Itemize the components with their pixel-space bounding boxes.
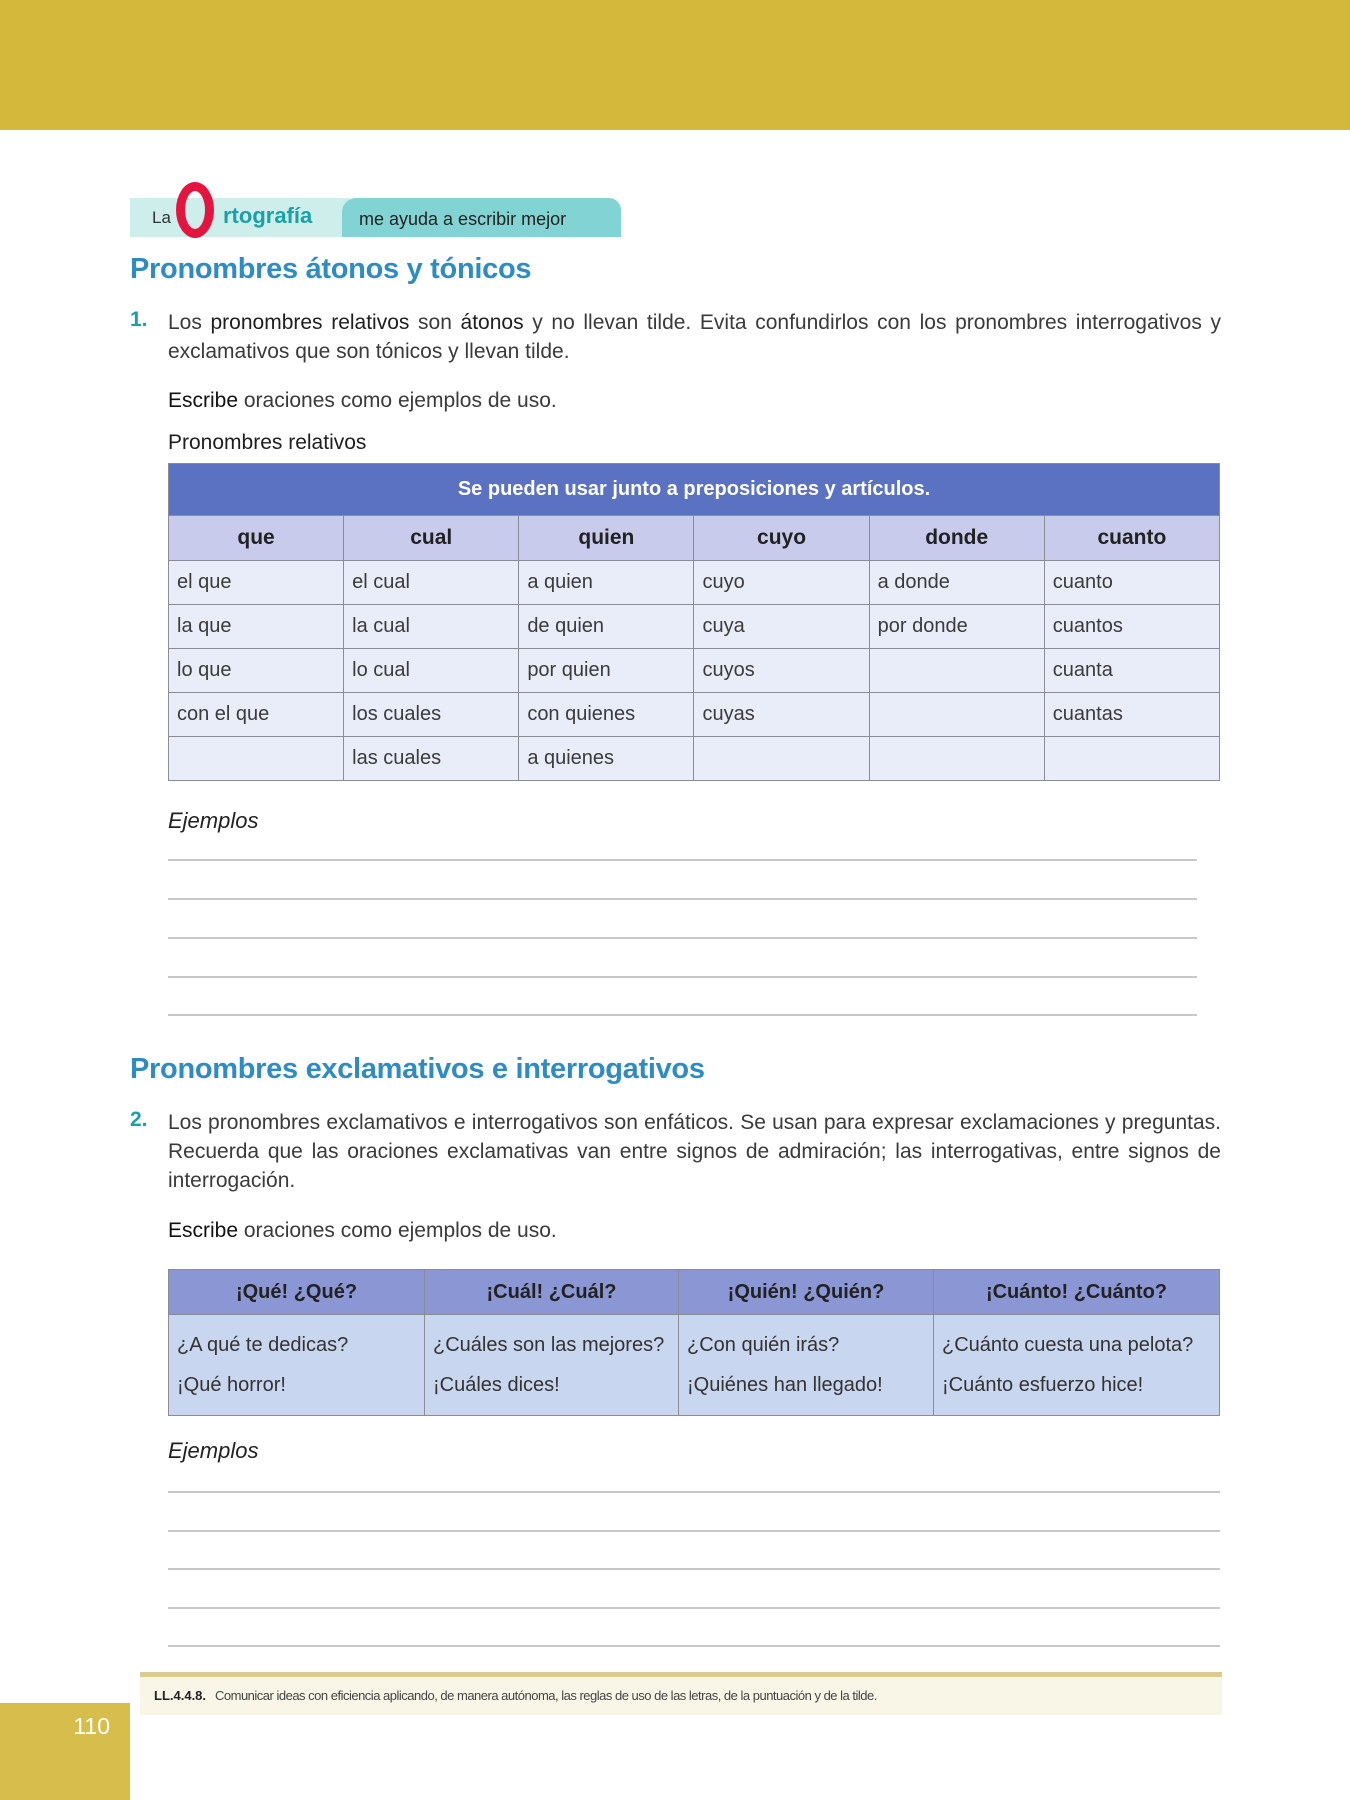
question-example: ¿Cuáles son las mejores? [433, 1334, 665, 1356]
answer-line[interactable] [168, 1014, 1197, 1016]
skill-code: LL.4.4.8. [154, 1688, 207, 1703]
table-cell: a donde [869, 561, 1044, 605]
table-cell: a quienes [519, 737, 694, 781]
instruction-verb: Escribe [168, 389, 239, 412]
item-number-1: 1. [130, 308, 148, 331]
table-cell: cuantos [1044, 605, 1219, 649]
table-cell: cuanta [1044, 649, 1219, 693]
table1-caption: Se pueden usar junto a preposiciones y artículos. [169, 464, 1220, 516]
section1-instruction [168, 389, 557, 413]
section1-title: Pronombres átonos y tónicos [130, 253, 532, 285]
table-cell: los cuales [344, 693, 519, 737]
curriculum-footer [140, 1672, 1222, 1715]
answer-line[interactable] [168, 1491, 1220, 1493]
instruction-verb: Escribe [168, 1219, 239, 1242]
column-header: ¡Cuánto! ¿Cuánto? [934, 1270, 1220, 1315]
table-cell: el cual [344, 561, 519, 605]
instruction-text: oraciones como ejemplos de uso. [238, 1219, 557, 1242]
section2-instruction [168, 1219, 557, 1243]
answer-line[interactable] [168, 1568, 1220, 1570]
table-cell: por quien [519, 649, 694, 693]
table1-header-row [169, 516, 1220, 561]
question-example: ¿Con quién irás? [687, 1334, 840, 1356]
table1-label: Pronombres relativos [168, 431, 367, 454]
table-cell [869, 737, 1044, 781]
answer-line[interactable] [168, 1607, 1220, 1609]
bold-term: átonos [460, 311, 524, 334]
question-example: ¿Cuánto cuesta una pelota? [942, 1334, 1194, 1356]
column-header: que [169, 516, 344, 561]
exclamation-example: ¡Cuánto esfuerzo hice! [942, 1374, 1144, 1396]
page-number: 110 [73, 1713, 110, 1739]
table-cell [169, 1315, 425, 1416]
section2-title: Pronombres exclamativos e interrogativos [130, 1053, 705, 1085]
section-banner [130, 198, 621, 237]
answer-line[interactable] [168, 898, 1197, 900]
column-header: cuanto [1044, 516, 1219, 561]
column-header: ¡Qué! ¿Qué? [169, 1270, 425, 1315]
table-cell [694, 737, 869, 781]
column-header: donde [869, 516, 1044, 561]
table-cell [869, 649, 1044, 693]
table-cell: cuantas [1044, 693, 1219, 737]
column-header: ¡Quién! ¿Quién? [679, 1270, 934, 1315]
banner-prefix: La [152, 208, 171, 227]
table-cell: cuyo [694, 561, 869, 605]
table-row [169, 605, 1220, 649]
column-header: ¡Cuál! ¿Cuál? [425, 1270, 679, 1315]
table-cell [934, 1315, 1220, 1416]
table-cell: lo cual [344, 649, 519, 693]
text: y no llevan tilde. Evita confundirlos con los pronombres interrogativos y exclamativos que son tónicos y llevan tilde. [168, 311, 1221, 363]
banner-word: rtografía [223, 203, 313, 228]
section1-paragraph [168, 308, 1221, 366]
section2-paragraph: Los pronombres exclamativos e interrogativos son enfáticos. Se usan para expresar exclamaciones y preguntas. Recuerda que las oraciones exclamativas van entre signos de admiración; las interrogativas, entre signos de interrogación. [168, 1111, 1221, 1192]
bold-term: pronombres relativos [210, 311, 410, 334]
table-cell: cuya [694, 605, 869, 649]
table-cell [425, 1315, 679, 1416]
table-cell: de quien [519, 605, 694, 649]
table-cell: con el que [169, 693, 344, 737]
table-row [169, 649, 1220, 693]
table-cell [679, 1315, 934, 1416]
answer-line[interactable] [168, 1530, 1220, 1532]
table-cell: cuanto [1044, 561, 1219, 605]
question-example: ¿A qué te dedicas? [177, 1334, 349, 1356]
banner-subtitle: me ayuda a escribir mejor [359, 209, 567, 229]
exclamation-example: ¡Qué horror! [177, 1374, 286, 1396]
table-row [169, 561, 1220, 605]
answer-line[interactable] [168, 1645, 1220, 1647]
table-cell: con quienes [519, 693, 694, 737]
table-cell: las cuales [344, 737, 519, 781]
table-cell: por donde [869, 605, 1044, 649]
column-header: quien [519, 516, 694, 561]
answer-line[interactable] [168, 937, 1197, 939]
top-color-band [0, 0, 1350, 130]
table2-header-row [169, 1270, 1220, 1315]
big-o-letter-icon [176, 182, 214, 238]
exclamation-example: ¡Cuáles dices! [433, 1374, 560, 1396]
relative-pronouns-table [168, 463, 1220, 781]
answer-line[interactable] [168, 976, 1197, 978]
table-cell [869, 693, 1044, 737]
column-header: cual [344, 516, 519, 561]
instruction-text: oraciones como ejemplos de uso. [238, 389, 557, 412]
column-header: cuyo [694, 516, 869, 561]
page-number-tab [0, 1703, 130, 1800]
examples-label-1: Ejemplos [168, 808, 259, 833]
text: son [409, 311, 461, 334]
table-cell: la cual [344, 605, 519, 649]
table-cell: a quien [519, 561, 694, 605]
text: Los [168, 311, 211, 334]
exclamative-interrogative-table [168, 1269, 1220, 1416]
table-cell: el que [169, 561, 344, 605]
table-cell: la que [169, 605, 344, 649]
skill-description: Comunicar ideas con eficiencia aplicando, de manera autónoma, las reglas de uso de las letras, de la puntuación y de la tilde. [215, 1688, 877, 1703]
table-row [169, 693, 1220, 737]
table-cell: lo que [169, 649, 344, 693]
answer-line[interactable] [168, 859, 1197, 861]
examples-label-2: Ejemplos [168, 1438, 259, 1463]
table-cell [169, 737, 344, 781]
table-row [169, 737, 1220, 781]
exclamation-example: ¡Quiénes han llegado! [687, 1374, 883, 1396]
table-cell: cuyas [694, 693, 869, 737]
item-number-2: 2. [130, 1108, 148, 1131]
table-cell [1044, 737, 1219, 781]
table-cell: cuyos [694, 649, 869, 693]
table-row [169, 1315, 1220, 1416]
